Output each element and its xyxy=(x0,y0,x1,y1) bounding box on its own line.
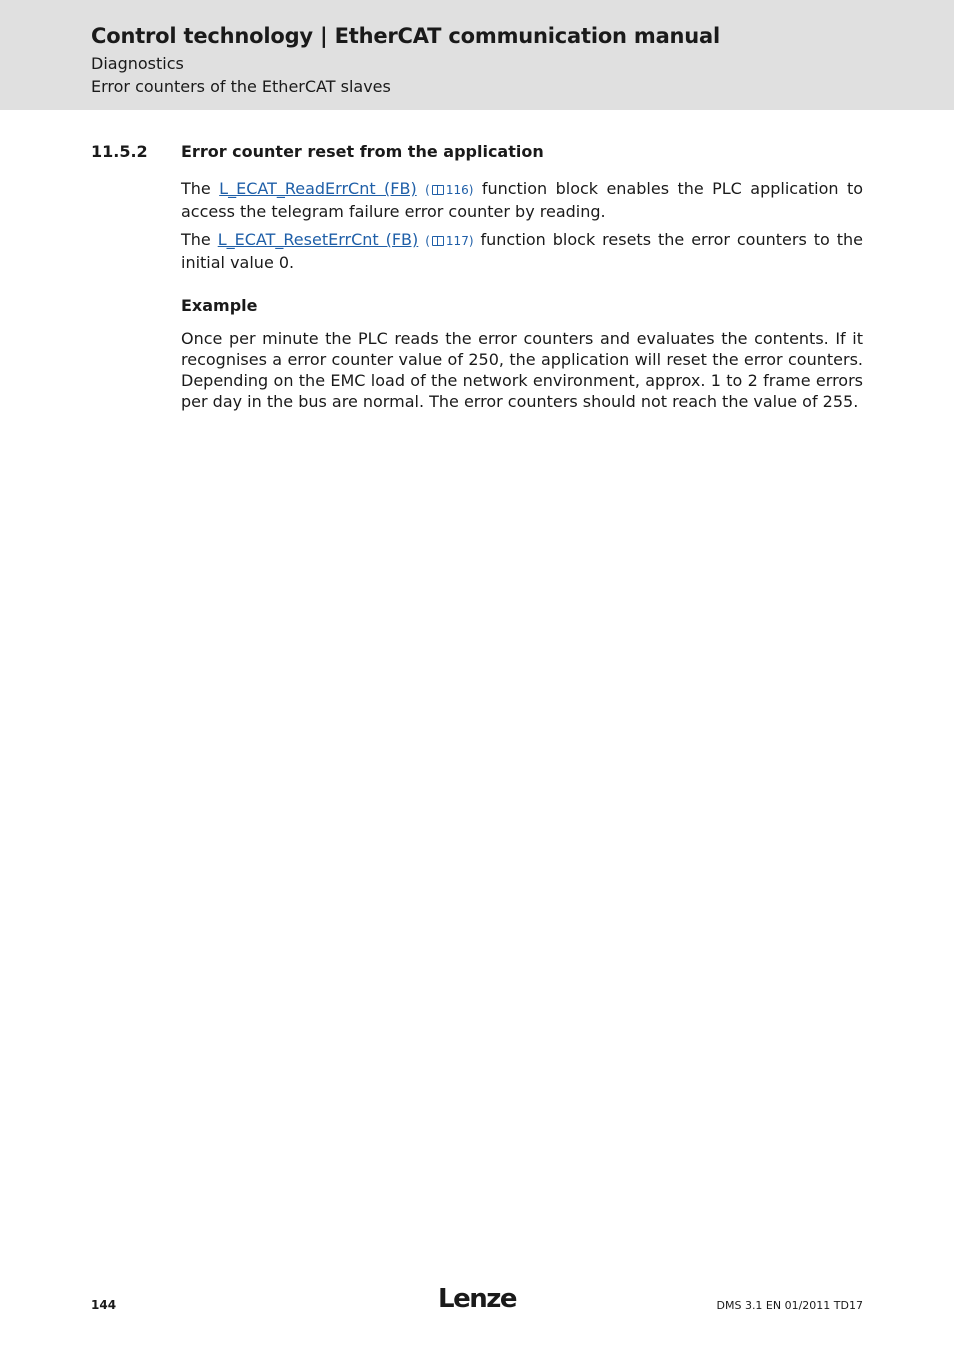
paragraph-suffix: function block enables the PLC application to access the telegram failure error counter by reading. xyxy=(181,179,863,221)
section-title: Error counter reset from the application xyxy=(181,142,544,161)
document-title: Control technology | EtherCAT communication manual xyxy=(91,24,721,48)
page-ref-number: 117 xyxy=(445,234,469,248)
page-ref-read-errcnt[interactable]: ( 116) xyxy=(425,183,474,197)
book-icon xyxy=(432,236,444,246)
book-icon xyxy=(432,185,444,195)
page-number: 144 xyxy=(91,1298,117,1312)
paragraph-prefix: The xyxy=(181,230,218,249)
paragraph-read-errcnt xyxy=(181,178,863,222)
link-read-errcnt[interactable]: L_ECAT_ReadErrCnt (FB) xyxy=(219,179,417,198)
breadcrumb-section: Error counters of the EtherCAT slaves xyxy=(91,77,391,96)
lenze-logo: Lenze xyxy=(438,1284,516,1314)
page-ref-number: 116 xyxy=(445,183,469,197)
section-number: 11.5.2 xyxy=(91,142,148,161)
example-heading: Example xyxy=(181,296,258,315)
link-reset-errcnt[interactable]: L_ECAT_ResetErrCnt (FB) xyxy=(217,230,419,249)
page-ref-reset-errcnt[interactable]: ( 117) xyxy=(425,234,474,248)
paragraph-suffix: function block resets the error counters to the initial value 0. xyxy=(181,230,864,272)
breadcrumb-chapter: Diagnostics xyxy=(91,54,184,73)
page-header xyxy=(0,0,954,110)
paragraph-reset-errcnt xyxy=(181,229,863,273)
paragraph-prefix: The xyxy=(181,179,220,198)
document-reference: DMS 3.1 EN 01/2011 TD17 xyxy=(716,1299,863,1312)
example-paragraph: Once per minute the PLC reads the error counters and evaluates the contents. If it recognises a error counter value of 250, the application will reset the error counters. Depending on the EMC load of the network environment, approx. 1 to 2 frame errors per day in the bus are normal. The error counters should not reach the value of 255. xyxy=(181,329,863,411)
